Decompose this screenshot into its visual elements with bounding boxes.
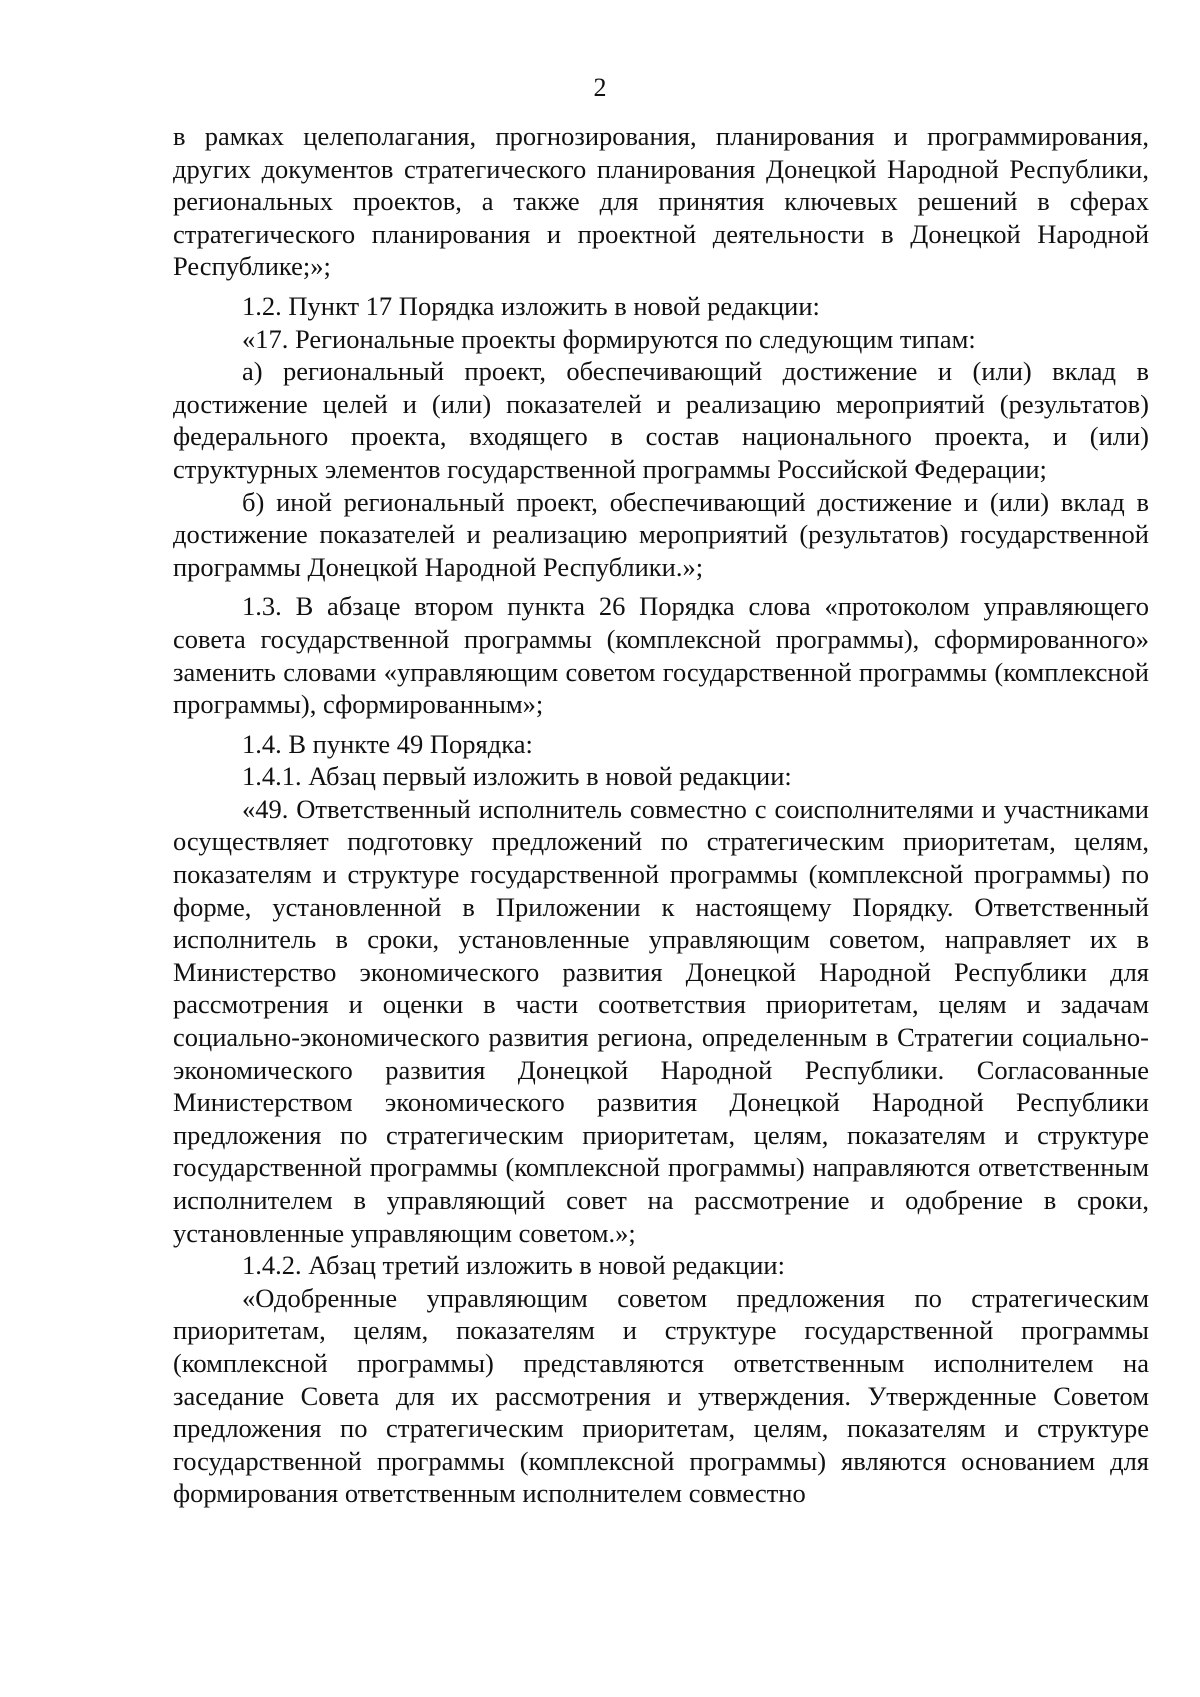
page-number: 2	[593, 73, 607, 102]
paragraph-continuation: в рамках целеполагания, прогнозирования, планирования и программирования, других документов стратегического планирования Донецкой Народной Республики, региональных проектов, а также для принятия ключевых решений в сферах стратегического планирования и проектной деятельности в Донецкой Народной Республике;»;	[173, 121, 1149, 282]
paragraph-item-1-4: 1.4. В пункте 49 Порядка:	[242, 728, 533, 759]
paragraph-quote-approved: «Одобренные управляющим советом предложения по стратегическим приоритетам, целям, показателям и структуре государственной программы (комплексной программы) представляются ответственным исполнителем на заседание Совета для их рассмотрения и утверждения. Утвержденные Советом предложения по стратегическим приоритетам, целям, показателям и структуре государственной программы (комплексной программы) являются основанием для формирования ответственным исполнителем совместно	[173, 1282, 1149, 1509]
paragraph-quote-49: «49. Ответственный исполнитель совместно с соисполнителями и участниками осуществляет подготовку предложений по стратегическим приоритетам, целям, показателям и структуре государственной программы (комплексной программы) по форме, установленной в Приложении к настоящему Порядку. Ответственный исполнитель в сроки, установленные управляющим советом, направляет их в Министерство экономического развития Донецкой Народной Республики для рассмотрения и оценки в части соответствия приоритетам, целям и задачам социально-экономического развития региона, определенным в Стратегии социально-экономического развития Донецкой Народной Республики. Согласованные Министерством экономического развития Донецкой Народной Республики предложения по стратегическим приоритетам, целям, показателям и структуре государственной программы (комплексной программы) направляются ответственным исполнителем в управляющий совет на рассмотрение и одобрение в сроки, установленные управляющим советом.»;	[173, 793, 1149, 1248]
paragraph-item-1-4-1: 1.4.1. Абзац первый изложить в новой редакции:	[242, 761, 792, 792]
paragraph-item-1-4-2: 1.4.2. Абзац третий изложить в новой редакции:	[242, 1250, 785, 1281]
paragraph-item-1-2: 1.2. Пункт 17 Порядка изложить в новой редакции:	[242, 290, 820, 321]
document-body	[173, 120, 1149, 1510]
paragraph-item-1-3: 1.3. В абзаце втором пункта 26 Порядка слова «протоколом управляющего совета государственной программы (комплексной программы), сформированного» заменить словами «управляющим советом государственной программы (комплексной программы), сформированным»;	[173, 591, 1149, 720]
paragraph-subitem-b: б) иной региональный проект, обеспечивающий достижение и (или) вклад в достижение показателей и реализацию мероприятий (результатов) государственной программы Донецкой Народной Республики.»;	[173, 486, 1149, 582]
paragraph-subitem-a: а) региональный проект, обеспечивающий достижение и (или) вклад в достижение целей и (или) показателей и реализацию мероприятий (результатов) федерального проекта, входящего в состав национального проекта, и (или) структурных элементов государственной программы Российской Федерации;	[173, 356, 1149, 484]
paragraph-quote-17: «17. Региональные проекты формируются по следующим типам:	[242, 323, 976, 354]
